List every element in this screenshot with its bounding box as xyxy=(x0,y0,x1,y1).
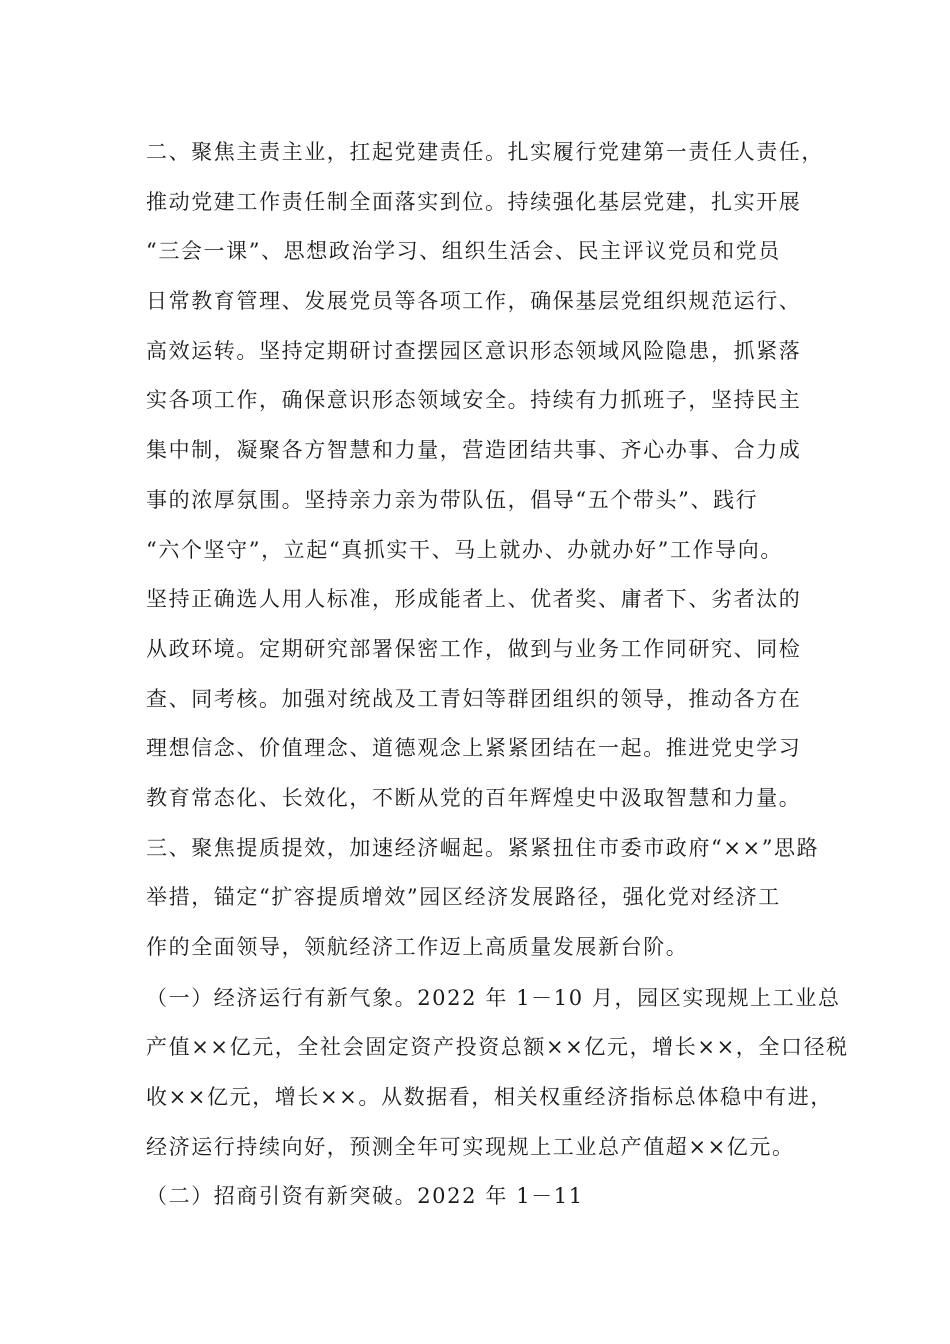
text-line: “三会一课”、思想政治学习、组织生活会、民主评议党员和党员 xyxy=(146,239,781,263)
text-line: 作的全面领导，领航经济工作迈上高质量发展新台阶。 xyxy=(146,935,689,959)
text-line: 从政环境。定期研究部署保密工作，做到与业务工作同研究、同检 xyxy=(146,637,802,661)
text-line: 查、同考核。加强对统战及工青妇等群团组织的领导，推动各方在 xyxy=(146,687,802,711)
text-line: 推动党建工作责任制全面落实到位。持续强化基层党建，扎实开展 xyxy=(146,190,802,214)
text-line: 事的浓厚氛围。坚持亲力亲为带队伍，倡导“五个带头”、践行 xyxy=(146,488,759,512)
text-line: 收××亿元，增长××。从数据看，相关权重经济指标总体稳中有进， xyxy=(146,1085,833,1109)
text-line: 实各项工作，确保意识形态领域安全。持续有力抓班子，坚持民主 xyxy=(146,388,802,412)
text-line: （二）招商引资有新突破。2022 年 1－11 xyxy=(146,1184,584,1208)
text-line: 日常教育管理、发展党员等各项工作，确保基层党组织规范运行、 xyxy=(146,289,802,313)
text-line: 二、聚焦主责主业，扛起党建责任。扎实履行党建第一责任人责任， xyxy=(146,140,824,164)
text-line: 三、聚焦提质提效，加速经济崛起。紧紧扭住市委市政府“××”思路 xyxy=(146,836,820,860)
text-line: 教育常态化、长效化，不断从党的百年辉煌史中汲取智慧和力量。 xyxy=(146,786,802,810)
text-line: 坚持正确选人用人标准，形成能者上、优者奖、庸者下、劣者汰的 xyxy=(146,587,802,611)
text-line: “六个坚守”，立起“真抓实干、马上就办、办就办好”工作导向。 xyxy=(146,538,783,562)
text-line: 举措，锚定“扩容提质增效”园区经济发展路径，强化党对经济工 xyxy=(146,885,781,909)
text-line: （一）经济运行有新气象。2022 年 1－10 月，园区实现规上工业总 xyxy=(146,986,841,1010)
text-line: 集中制，凝聚各方智慧和力量，营造团结共事、齐心办事、合力成 xyxy=(146,438,802,462)
text-line: 高效运转。坚持定期研讨查摆园区意识形态领域风险隐患，抓紧落 xyxy=(146,339,802,363)
text-line: 产值××亿元，全社会固定资产投资总额××亿元，增长××，全口径税 xyxy=(146,1035,849,1059)
text-line: 经济运行持续向好，预测全年可实现规上工业总产值超××亿元。 xyxy=(146,1135,795,1159)
text-line: 理想信念、价值理念、道德观念上紧紧团结在一起。推进党史学习 xyxy=(146,736,802,760)
